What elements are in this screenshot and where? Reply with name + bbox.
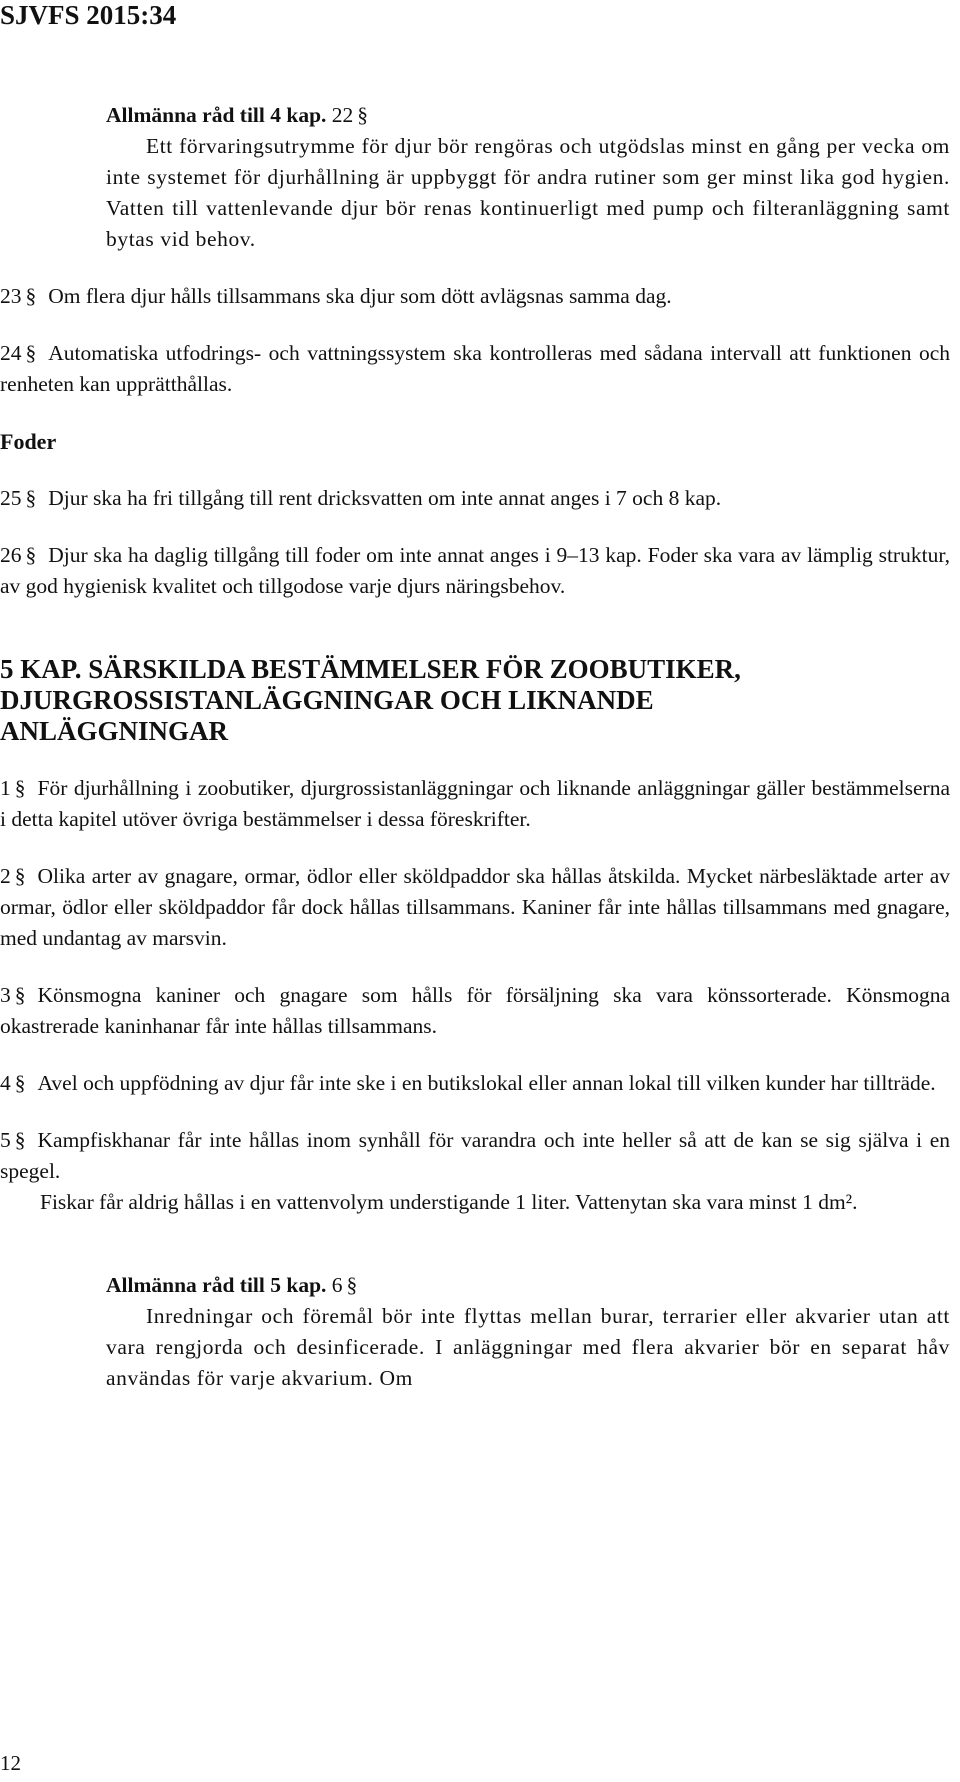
- section-sign: §: [357, 103, 369, 127]
- general-advice-heading-4: [0, 100, 950, 131]
- general-advice-title: Allmänna råd till 4 kap.: [106, 103, 327, 127]
- section-sign: §: [346, 1273, 358, 1297]
- chapter-5-paragraph-2: [0, 861, 950, 954]
- section-sign: §: [14, 776, 26, 800]
- chapter-heading-line: 5 KAP. SÄRSKILDA BESTÄMMELSER FÖR ZOOBUTIKER,: [0, 654, 741, 684]
- chapter-5-paragraph-5-continued: Fiskar får aldrig hållas i en vattenvolym understigande 1 liter. Vattenytan ska vara minst 1 dm².: [40, 1190, 858, 1214]
- chapter-5-paragraph-1: [0, 773, 950, 835]
- chapter-5-paragraph-3: [0, 980, 950, 1042]
- paragraph-text: För djurhållning i zoobutiker, djurgrossistanläggningar och liknande anläggningar gäller bestämmelserna i detta kapitel utöver övriga bestämmelser i dessa föreskrifter.: [0, 776, 950, 831]
- section-number: 24: [0, 341, 22, 365]
- section-sign: §: [14, 864, 26, 888]
- section-sign: §: [25, 341, 37, 365]
- paragraph-text: Kampfiskhanar får inte hållas inom synhåll för varandra och inte heller så att de kan se sig själva i en spegel.: [0, 1128, 950, 1183]
- section-number: 4: [0, 1071, 11, 1095]
- paragraph-text: Könsmogna kaniner och gnagare som hålls för försäljning ska vara könssorterade. Könsmogna okastrerade kaninhanar får inte hållas tillsammans.: [0, 983, 950, 1038]
- foder-heading: Foder: [0, 429, 57, 454]
- section-number: 5: [0, 1128, 11, 1152]
- section-number: 2: [0, 864, 11, 888]
- paragraph-25: [0, 483, 950, 514]
- chapter-heading-line: DJURGROSSISTANLÄGGNINGAR OCH LIKNANDE: [0, 685, 654, 715]
- paragraph-text: Automatiska utfodrings- och vattningssystem ska kontrolleras med sådana intervall att funktionen och renheten kan upprätthållas.: [0, 341, 950, 396]
- paragraph-text: Olika arter av gnagare, ormar, ödlor eller sköldpaddor ska hållas åtskilda. Mycket närbesläktade arter av ormar, ödlor eller sköldpaddor får dock hållas tillsammans. Kaniner får inte hållas tillsammans med gnagare, med undantag av marsvin.: [0, 864, 950, 950]
- section-sign: §: [25, 486, 37, 510]
- chapter-5-paragraph-4: [0, 1068, 950, 1099]
- section-number: 25: [0, 486, 22, 510]
- general-advice-text-5: Inredningar och föremål bör inte flyttas mellan burar, terrarier eller akvarier utan att vara rengjorda och desinficerade. I anläggningar med flera akvarier bör en separat håv användas för varje akvarium. Om: [106, 1304, 950, 1390]
- general-advice-title: Allmänna råd till 5 kap.: [106, 1273, 327, 1297]
- section-number: 3: [0, 983, 11, 1007]
- general-advice-text-4: Ett förvaringsutrymme för djur bör rengöras och utgödslas minst en gång per vecka om inte systemet för djurhållning är uppbyggt för andra rutiner som ger minst lika god hygien. Vatten till vattenlevande djur bör renas kontinuerligt med pump och filteranläggning samt bytas vid behov.: [106, 134, 950, 251]
- paragraph-24: [0, 338, 950, 400]
- section-sign: §: [25, 284, 37, 308]
- paragraph-text: Avel och uppfödning av djur får inte ske i en butikslokal eller annan lokal till vilken kunder har tillträde.: [37, 1071, 936, 1095]
- document-code: SJVFS 2015:34: [0, 0, 177, 30]
- section-sign: §: [14, 1071, 26, 1095]
- paragraph-23: [0, 281, 950, 312]
- section-number: 23: [0, 284, 22, 308]
- section-number: 22: [331, 103, 354, 127]
- page-number: 12: [0, 1751, 21, 1775]
- chapter-heading-line: ANLÄGGNINGAR: [0, 716, 229, 746]
- section-sign: §: [25, 543, 37, 567]
- general-advice-heading-5: [0, 1270, 950, 1301]
- chapter-5-heading: [0, 654, 950, 747]
- section-sign: §: [14, 1128, 26, 1152]
- paragraph-text: Djur ska ha fri tillgång till rent dricksvatten om inte annat anges i 7 och 8 kap.: [48, 486, 722, 510]
- section-number: 1: [0, 776, 11, 800]
- section-sign: §: [14, 983, 26, 1007]
- paragraph-text: Om flera djur hålls tillsammans ska djur som dött avlägsnas samma dag.: [48, 284, 672, 308]
- chapter-5-paragraph-5: [0, 1125, 950, 1187]
- document-body: [0, 100, 950, 1394]
- section-number: 6: [331, 1273, 343, 1297]
- section-number: 26: [0, 543, 22, 567]
- paragraph-text: Djur ska ha daglig tillgång till foder om inte annat anges i 9–13 kap. Foder ska vara av lämplig struktur, av god hygienisk kvalitet och tillgodose varje djurs näringsbehov.: [0, 543, 950, 598]
- paragraph-26: [0, 540, 950, 602]
